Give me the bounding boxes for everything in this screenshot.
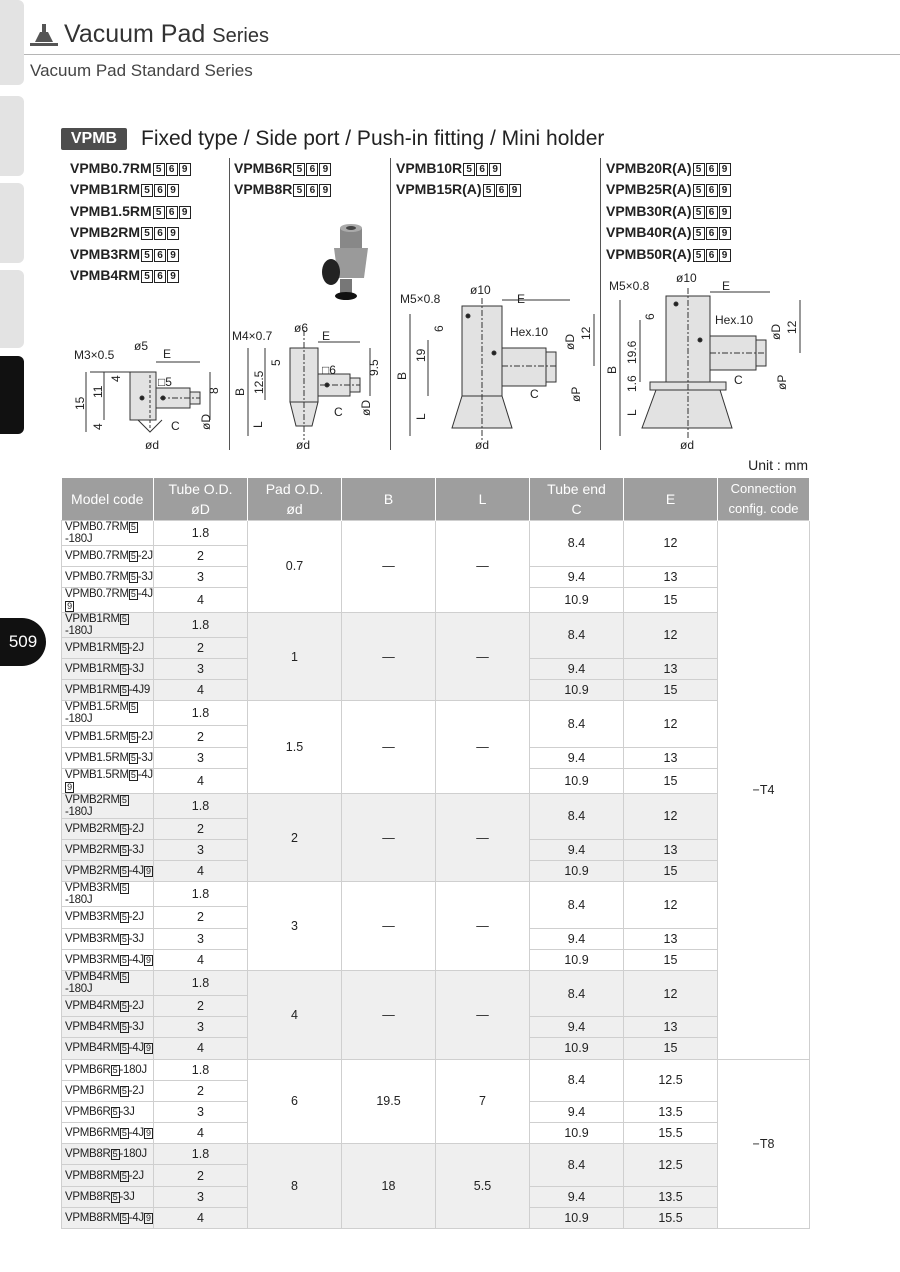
header-model-code: Model code <box>62 478 154 520</box>
tube-end-cell: 8.4 <box>530 612 624 658</box>
connection-code-cell: −T8 <box>718 1059 810 1229</box>
option-box: 6 <box>154 184 166 197</box>
model-name: VPMB8R 5 6 9 <box>234 179 331 200</box>
model-name: VPMB50R(A) 5 6 9 <box>606 244 731 265</box>
tube-end-cell: 9.4 <box>530 659 624 680</box>
model-code-cell: VPMB1.5RM 5-180J <box>62 701 154 726</box>
option-box: 5 <box>463 163 475 176</box>
table-row <box>62 970 810 995</box>
tube-od-cell: 1.8 <box>154 612 248 637</box>
header-pad-od: Pad O.D. ød <box>248 478 342 520</box>
svg-text:ø6: ø6 <box>294 321 309 335</box>
model-code-cell: VPMB8RM 5 -4J 9 <box>62 1207 154 1228</box>
e-cell: 12 <box>624 882 718 928</box>
page-number: 509 <box>0 618 46 666</box>
option-box: 5 <box>153 163 165 176</box>
option-box: 9 <box>509 184 521 197</box>
tube-od-cell: 2 <box>154 726 248 747</box>
svg-text:ø5: ø5 <box>134 339 149 353</box>
e-cell: 15 <box>624 587 718 612</box>
option-box: 6 <box>166 206 178 219</box>
section-badge: VPMB <box>61 128 127 150</box>
svg-text:E: E <box>722 279 731 293</box>
option-box: 9 <box>489 163 501 176</box>
svg-text:B: B <box>233 387 247 396</box>
e-cell: 13.5 <box>624 1101 718 1122</box>
svg-text:B: B <box>605 365 619 374</box>
drawing-vpmb20-50 <box>620 288 800 440</box>
table-row <box>62 1144 810 1165</box>
tube-od-cell: 3 <box>154 1186 248 1207</box>
pad-od-cell: 1.5 <box>248 701 342 793</box>
option-box: 9 <box>167 270 179 283</box>
pad-od-cell: 3 <box>248 882 342 971</box>
option-box: 9 <box>719 227 731 240</box>
page-subtitle: Vacuum Pad Standard Series <box>30 61 253 80</box>
svg-text:B: B <box>395 371 409 380</box>
option-box: 5 <box>293 163 305 176</box>
l-cell: — <box>436 612 530 701</box>
l-cell: — <box>436 701 530 793</box>
option-box: 5 <box>141 227 153 240</box>
b-cell: 18 <box>342 1144 436 1229</box>
model-code-cell: VPMB1.5RM 5 -2J <box>62 726 154 747</box>
tube-od-cell: 3 <box>154 747 248 768</box>
model-code-cell: VPMB2RM 5 -3J <box>62 840 154 861</box>
model-code-cell: VPMB1RM 5 -2J <box>62 637 154 658</box>
tube-end-cell: 10.9 <box>530 680 624 701</box>
svg-text:E: E <box>322 329 331 343</box>
svg-text:ød: ød <box>680 438 695 452</box>
option-box: 6 <box>706 227 718 240</box>
tube-od-cell: 2 <box>154 637 248 658</box>
tube-end-cell: 10.9 <box>530 1123 624 1144</box>
tube-od-cell: 4 <box>154 1123 248 1144</box>
e-cell: 15 <box>624 1038 718 1059</box>
tube-od-cell: 3 <box>154 566 248 587</box>
e-cell: 13 <box>624 1017 718 1038</box>
tube-od-cell: 4 <box>154 1207 248 1228</box>
drawing-vpmb6-8 <box>248 330 370 440</box>
svg-text:C: C <box>334 405 343 419</box>
model-code-cell: VPMB8RM 5 -2J <box>62 1165 154 1186</box>
model-code-cell: VPMB4RM 5-180J <box>62 970 154 995</box>
svg-text:ø10: ø10 <box>676 271 697 285</box>
connection-code-cell: −T4 <box>718 520 810 1059</box>
pad-od-cell: 0.7 <box>248 520 342 612</box>
model-name: VPMB30R(A) 5 6 9 <box>606 201 731 222</box>
tube-od-cell: 1.8 <box>154 970 248 995</box>
svg-text:8: 8 <box>207 387 221 394</box>
model-name: VPMB4RM 5 6 9 <box>70 265 191 286</box>
svg-text:øP: øP <box>775 374 789 390</box>
table-row <box>62 1059 810 1080</box>
model-code-cell: VPMB2RM 5-180J <box>62 793 154 818</box>
model-name: VPMB20R(A) 5 6 9 <box>606 158 731 179</box>
pad-od-cell: 4 <box>248 970 342 1059</box>
svg-text:E: E <box>517 292 526 306</box>
option-box: 6 <box>306 184 318 197</box>
table-row <box>62 612 810 637</box>
header-b: B <box>342 478 436 520</box>
option-box: 9 <box>179 206 191 219</box>
svg-text:1.6: 1.6 <box>625 375 639 392</box>
e-cell: 13 <box>624 659 718 680</box>
model-code-cell: VPMB3RM 5-180J <box>62 882 154 907</box>
l-cell: — <box>436 970 530 1059</box>
model-name: VPMB0.7RM 5 6 9 <box>70 158 191 179</box>
tube-od-cell: 2 <box>154 1080 248 1101</box>
model-code-cell: VPMB8R 5 -180J <box>62 1144 154 1165</box>
svg-text:Hex.10: Hex.10 <box>715 313 754 327</box>
e-cell: 15 <box>624 768 718 793</box>
model-code-cell: VPMB6RM 5 -4J 9 <box>62 1123 154 1144</box>
model-code-cell: VPMB1RM 5-180J <box>62 612 154 637</box>
spec-table <box>61 478 810 1229</box>
svg-text:□5: □5 <box>158 375 172 389</box>
option-box: 6 <box>154 270 166 283</box>
header-l: L <box>436 478 530 520</box>
tube-od-cell: 3 <box>154 840 248 861</box>
svg-text:12: 12 <box>785 320 799 334</box>
svg-text:6: 6 <box>643 313 657 320</box>
svg-text:M3×0.5: M3×0.5 <box>74 348 115 362</box>
svg-text:5: 5 <box>269 359 283 366</box>
model-name: VPMB40R(A) 5 6 9 <box>606 222 731 243</box>
tube-end-cell: 8.4 <box>530 793 624 839</box>
tube-end-cell: 10.9 <box>530 1038 624 1059</box>
tube-od-cell: 4 <box>154 1038 248 1059</box>
tube-od-cell: 2 <box>154 995 248 1016</box>
pad-od-cell: 8 <box>248 1144 342 1229</box>
e-cell: 12 <box>624 520 718 566</box>
e-cell: 15.5 <box>624 1207 718 1228</box>
section-title: Fixed type / Side port / Push-in fitting / Mini holder <box>141 127 605 150</box>
tube-end-cell: 9.4 <box>530 840 624 861</box>
svg-text:ø10: ø10 <box>470 283 491 297</box>
option-box: 6 <box>706 249 718 262</box>
tube-end-cell: 10.9 <box>530 587 624 612</box>
e-cell: 15 <box>624 861 718 882</box>
svg-text:øD: øD <box>769 324 783 340</box>
svg-text:12: 12 <box>579 326 593 340</box>
tube-od-cell: 1.8 <box>154 882 248 907</box>
e-cell: 12 <box>624 612 718 658</box>
option-box: 5 <box>141 249 153 262</box>
tube-end-cell: 10.9 <box>530 768 624 793</box>
e-cell: 15.5 <box>624 1123 718 1144</box>
model-code-cell: VPMB1RM 5 -4J9 <box>62 680 154 701</box>
e-cell: 13 <box>624 566 718 587</box>
tube-od-cell: 1.8 <box>154 793 248 818</box>
svg-text:C: C <box>734 373 743 387</box>
svg-text:C: C <box>171 419 180 433</box>
tube-od-cell: 4 <box>154 949 248 970</box>
e-cell: 15 <box>624 949 718 970</box>
option-box: 5 <box>693 227 705 240</box>
model-name: VPMB15R(A) 5 6 9 <box>396 179 521 200</box>
table-row <box>62 793 810 818</box>
svg-text:E: E <box>163 347 172 361</box>
option-box: 9 <box>319 163 331 176</box>
tube-od-cell: 4 <box>154 768 248 793</box>
svg-text:ød: ød <box>475 438 490 452</box>
option-box: 5 <box>693 206 705 219</box>
svg-text:M5×0.8: M5×0.8 <box>400 292 441 306</box>
model-code-cell: VPMB4RM 5 -4J 9 <box>62 1038 154 1059</box>
tube-od-cell: 1.8 <box>154 701 248 726</box>
model-code-cell: VPMB6R 5 -180J <box>62 1059 154 1080</box>
option-box: 5 <box>693 163 705 176</box>
tube-end-cell: 9.4 <box>530 747 624 768</box>
svg-text:15: 15 <box>73 396 87 410</box>
model-code-cell: VPMB0.7RM 5 -2J <box>62 545 154 566</box>
b-cell: — <box>342 520 436 612</box>
tube-od-cell: 2 <box>154 1165 248 1186</box>
e-cell: 12.5 <box>624 1144 718 1186</box>
e-cell: 13.5 <box>624 1186 718 1207</box>
model-name: VPMB25R(A) 5 6 9 <box>606 179 731 200</box>
tube-od-cell: 3 <box>154 1017 248 1038</box>
e-cell: 12 <box>624 970 718 1016</box>
option-box: 9 <box>719 249 731 262</box>
l-cell: — <box>436 793 530 882</box>
model-code-cell: VPMB3RM 5 -3J <box>62 928 154 949</box>
option-box: 9 <box>719 163 731 176</box>
svg-text:9.5: 9.5 <box>367 359 381 376</box>
l-cell: 5.5 <box>436 1144 530 1229</box>
table-row <box>62 882 810 907</box>
option-box: 5 <box>483 184 495 197</box>
model-code-cell: VPMB1RM 5 -3J <box>62 659 154 680</box>
header-tube-od: Tube O.D. øD <box>154 478 248 520</box>
svg-text:C: C <box>530 387 539 401</box>
svg-text:4: 4 <box>91 423 105 430</box>
pad-od-cell: 6 <box>248 1059 342 1144</box>
tube-od-cell: 1.8 <box>154 520 248 545</box>
svg-text:6: 6 <box>432 325 446 332</box>
svg-text:øD: øD <box>199 414 213 430</box>
svg-text:19: 19 <box>414 348 428 362</box>
e-cell: 13 <box>624 840 718 861</box>
tube-od-cell: 3 <box>154 1101 248 1122</box>
b-cell: 19.5 <box>342 1059 436 1144</box>
option-box: 6 <box>154 249 166 262</box>
model-name: VPMB1.5RM 5 6 9 <box>70 201 191 222</box>
tube-od-cell: 4 <box>154 680 248 701</box>
tube-od-cell: 1.8 <box>154 1059 248 1080</box>
model-name: VPMB1RM 5 6 9 <box>70 179 191 200</box>
option-box: 6 <box>496 184 508 197</box>
product-photo <box>322 224 368 300</box>
option-box: 5 <box>693 184 705 197</box>
tube-od-cell: 2 <box>154 545 248 566</box>
e-cell: 15 <box>624 680 718 701</box>
svg-text:12.5: 12.5 <box>252 370 266 394</box>
model-code-cell: VPMB0.7RM 5 -3J <box>62 566 154 587</box>
svg-text:øD: øD <box>563 334 577 350</box>
tube-end-cell: 9.4 <box>530 1101 624 1122</box>
header-tube-end: Tube end C <box>530 478 624 520</box>
model-code-cell: VPMB3RM 5 -4J 9 <box>62 949 154 970</box>
tube-end-cell: 10.9 <box>530 861 624 882</box>
table-row <box>62 520 810 545</box>
svg-text:11: 11 <box>91 385 105 398</box>
svg-text:L: L <box>414 413 428 420</box>
b-cell: — <box>342 612 436 701</box>
e-cell: 12 <box>624 793 718 839</box>
model-code-cell: VPMB3RM 5 -2J <box>62 907 154 928</box>
model-code-cell: VPMB0.7RM 5-180J <box>62 520 154 545</box>
option-box: 6 <box>476 163 488 176</box>
dimension-drawings <box>0 0 900 460</box>
svg-text:øP: øP <box>569 386 583 402</box>
option-box: 5 <box>141 270 153 283</box>
tube-end-cell: 9.4 <box>530 928 624 949</box>
tube-end-cell: 8.4 <box>530 882 624 928</box>
pad-od-cell: 2 <box>248 793 342 882</box>
option-box: 9 <box>719 184 731 197</box>
model-name: VPMB3RM 5 6 9 <box>70 244 191 265</box>
model-name: VPMB2RM 5 6 9 <box>70 222 191 243</box>
option-box: 9 <box>167 184 179 197</box>
option-box: 9 <box>167 249 179 262</box>
option-box: 9 <box>179 163 191 176</box>
model-code-cell: VPMB8R 5 -3J <box>62 1186 154 1207</box>
model-code-cell: VPMB6R 5 -3J <box>62 1101 154 1122</box>
model-name: VPMB10R 5 6 9 <box>396 158 521 179</box>
option-box: 5 <box>693 249 705 262</box>
svg-text:L: L <box>625 409 639 416</box>
pad-od-cell: 1 <box>248 612 342 701</box>
svg-text:19.6: 19.6 <box>625 340 639 364</box>
b-cell: — <box>342 701 436 793</box>
e-cell: 13 <box>624 747 718 768</box>
tube-end-cell: 8.4 <box>530 1059 624 1101</box>
tube-end-cell: 8.4 <box>530 1144 624 1186</box>
e-cell: 13 <box>624 928 718 949</box>
option-box: 6 <box>706 206 718 219</box>
page-title: Vacuum Pad Series <box>64 20 269 48</box>
model-code-cell: VPMB1.5RM 5 -4J9 <box>62 768 154 793</box>
tube-end-cell: 10.9 <box>530 1207 624 1228</box>
option-box: 5 <box>141 184 153 197</box>
option-box: 9 <box>319 184 331 197</box>
svg-text:ød: ød <box>145 438 160 452</box>
option-box: 6 <box>166 163 178 176</box>
b-cell: — <box>342 793 436 882</box>
model-code-cell: VPMB0.7RM 5 -4J9 <box>62 587 154 612</box>
model-code-cell: VPMB2RM 5 -2J <box>62 818 154 839</box>
drawing-vpmb10-15 <box>410 298 594 440</box>
option-box: 9 <box>167 227 179 240</box>
tube-od-cell: 3 <box>154 928 248 949</box>
model-code-cell: VPMB6RM 5 -2J <box>62 1080 154 1101</box>
l-cell: — <box>436 882 530 971</box>
tube-end-cell: 8.4 <box>530 970 624 1016</box>
model-code-cell: VPMB4RM 5 -3J <box>62 1017 154 1038</box>
option-box: 6 <box>706 184 718 197</box>
option-box: 6 <box>706 163 718 176</box>
tube-od-cell: 4 <box>154 587 248 612</box>
model-code-cell: VPMB4RM 5 -2J <box>62 995 154 1016</box>
header-e: E <box>624 478 718 520</box>
e-cell: 12 <box>624 701 718 747</box>
option-box: 6 <box>154 227 166 240</box>
svg-text:ød: ød <box>296 438 311 452</box>
e-cell: 12.5 <box>624 1059 718 1101</box>
svg-text:M4×0.7: M4×0.7 <box>232 329 273 343</box>
tube-od-cell: 3 <box>154 659 248 680</box>
tube-end-cell: 10.9 <box>530 949 624 970</box>
option-box: 5 <box>153 206 165 219</box>
tube-od-cell: 2 <box>154 818 248 839</box>
tube-od-cell: 2 <box>154 907 248 928</box>
svg-text:□6: □6 <box>322 363 336 377</box>
svg-text:M5×0.8: M5×0.8 <box>609 279 650 293</box>
tube-od-cell: 1.8 <box>154 1144 248 1165</box>
tube-end-cell: 9.4 <box>530 1017 624 1038</box>
option-box: 6 <box>306 163 318 176</box>
model-code-cell: VPMB1.5RM 5 -3J <box>62 747 154 768</box>
l-cell: — <box>436 520 530 612</box>
tube-od-cell: 4 <box>154 861 248 882</box>
svg-text:Hex.10: Hex.10 <box>510 325 549 339</box>
model-code-cell: VPMB2RM 5 -4J 9 <box>62 861 154 882</box>
table-row <box>62 701 810 726</box>
svg-text:L: L <box>251 421 265 428</box>
table-header-row <box>62 478 810 520</box>
svg-text:4: 4 <box>109 375 123 382</box>
b-cell: — <box>342 882 436 971</box>
tube-end-cell: 9.4 <box>530 1186 624 1207</box>
l-cell: 7 <box>436 1059 530 1144</box>
option-box: 9 <box>719 206 731 219</box>
model-name: VPMB6R 5 6 9 <box>234 158 331 179</box>
tube-end-cell: 8.4 <box>530 701 624 747</box>
b-cell: — <box>342 970 436 1059</box>
unit-label: Unit : mm <box>748 457 808 473</box>
tube-end-cell: 8.4 <box>530 520 624 566</box>
tube-end-cell: 9.4 <box>530 566 624 587</box>
header-connection: Connection config. code <box>718 478 810 520</box>
svg-text:øD: øD <box>359 400 373 416</box>
option-box: 5 <box>293 184 305 197</box>
